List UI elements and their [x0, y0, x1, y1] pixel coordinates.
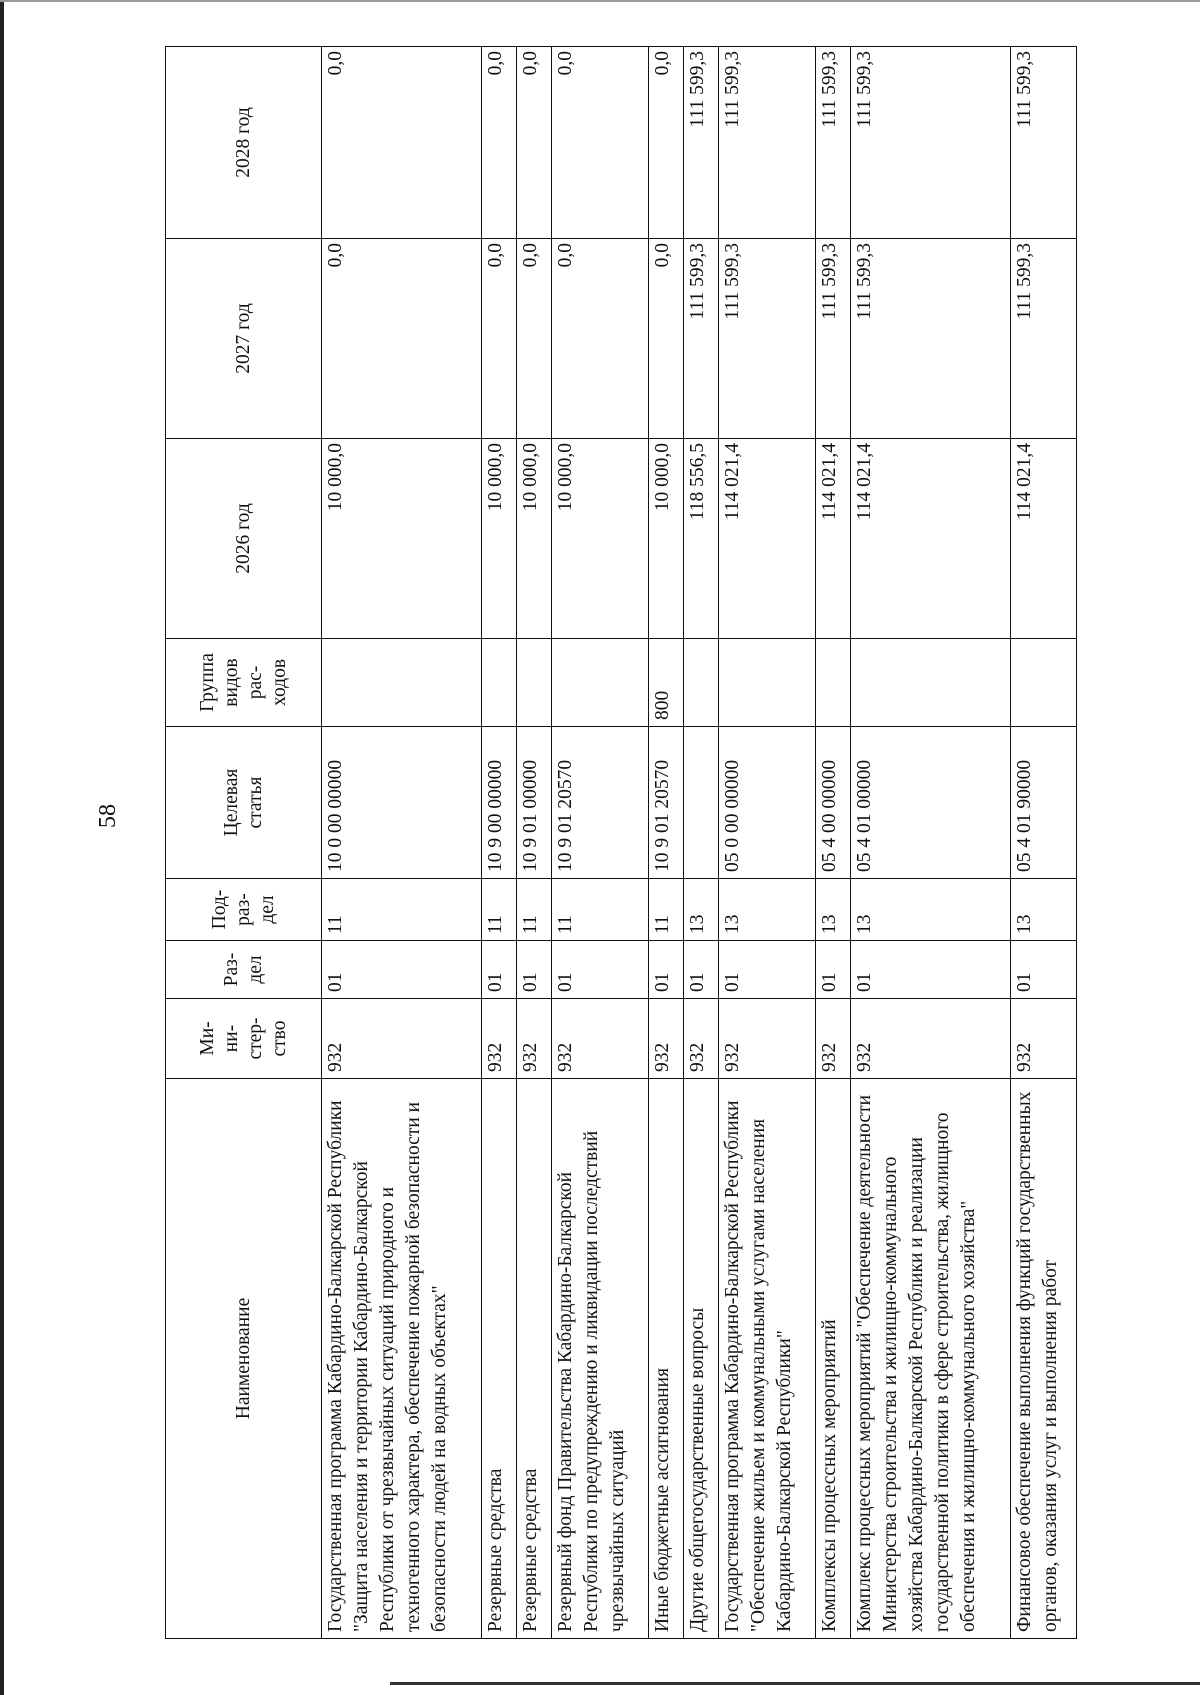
row-name: Резервные средства: [516, 1079, 551, 1639]
row-target: 10 9 01 00000: [516, 727, 551, 879]
row-name: Иные бюджетные ассигнования: [648, 1079, 683, 1639]
header-subsection: Под- раз- дел: [166, 879, 322, 941]
row-subsection: 13: [683, 879, 718, 941]
row-expense-group: [322, 639, 482, 727]
row-subsection: 11: [551, 879, 648, 941]
row-2028: 111 599,3: [1010, 47, 1076, 239]
row-name: Государственная программа Кабардино-Балкарской Республики "Защита населения и территории Кабардино-Балкарской Республики от чрезвычайных ситуаций природного и техногенного характера, обеспечение пожарной безопасности и безопасности людей на водных объектах": [322, 1079, 482, 1639]
scan-edge-top: [0, 0, 1200, 2]
table-row: [850, 47, 1010, 1639]
row-2027: 0,0: [481, 239, 516, 439]
row-2026: 10 000,0: [322, 439, 482, 639]
header-target: Целевая статья: [166, 727, 322, 879]
row-section: 01: [551, 941, 648, 999]
row-expense-group: [516, 639, 551, 727]
row-2028: 0,0: [551, 47, 648, 239]
row-2026: 10 000,0: [481, 439, 516, 639]
row-2027: 0,0: [516, 239, 551, 439]
row-ministry: 932: [816, 999, 851, 1079]
row-subsection: 11: [322, 879, 482, 941]
table-row: [516, 47, 551, 1639]
row-2027: 0,0: [648, 239, 683, 439]
row-ministry: 932: [1010, 999, 1076, 1079]
header-2028: 2028 год: [166, 47, 322, 239]
row-2028: 111 599,3: [816, 47, 851, 239]
table-row: [322, 47, 482, 1639]
row-2027: 111 599,3: [850, 239, 1010, 439]
row-2028: 111 599,3: [850, 47, 1010, 239]
header-2026: 2026 год: [166, 439, 322, 639]
scan-edge: [0, 0, 4, 1695]
row-2026: 114 021,4: [718, 439, 815, 639]
page-number: 58: [95, 804, 121, 828]
row-section: 01: [816, 941, 851, 999]
row-expense-group: [850, 639, 1010, 727]
table-row: [481, 47, 516, 1639]
table-row: [816, 47, 851, 1639]
budget-table-container: [165, 47, 1077, 1639]
row-ministry: 932: [850, 999, 1010, 1079]
row-section: 01: [718, 941, 815, 999]
row-2026: 10 000,0: [551, 439, 648, 639]
row-2027: 0,0: [551, 239, 648, 439]
row-name: Государственная программа Кабардино-Балкарской Республики "Обеспечение жильем и коммунальными услугами населения Кабардино-Балкарской Республики": [718, 1079, 815, 1639]
table-row: [648, 47, 683, 1639]
row-2028: 0,0: [322, 47, 482, 239]
row-expense-group: 800: [648, 639, 683, 727]
row-expense-group: [551, 639, 648, 727]
row-name: Финансовое обеспечение выполнения функций государственных органов, оказания услуг и выполнения работ: [1010, 1079, 1076, 1639]
row-2028: 0,0: [481, 47, 516, 239]
row-subsection: 13: [718, 879, 815, 941]
table-header-row: [166, 47, 322, 1639]
row-2026: 114 021,4: [1010, 439, 1076, 639]
row-expense-group: [683, 639, 718, 727]
row-expense-group: [718, 639, 815, 727]
row-2027: 0,0: [322, 239, 482, 439]
row-ministry: 932: [683, 999, 718, 1079]
row-section: 01: [850, 941, 1010, 999]
row-2026: 10 000,0: [648, 439, 683, 639]
row-subsection: 11: [516, 879, 551, 941]
row-target: 10 9 01 20570: [551, 727, 648, 879]
row-2028: 111 599,3: [683, 47, 718, 239]
row-subsection: 13: [816, 879, 851, 941]
row-2026: 118 556,5: [683, 439, 718, 639]
row-target: 05 4 00 00000: [816, 727, 851, 879]
row-subsection: 11: [648, 879, 683, 941]
budget-table: [165, 46, 1077, 1639]
row-2026: 10 000,0: [516, 439, 551, 639]
row-target: [683, 727, 718, 879]
row-name: Комплекс процессных мероприятий "Обеспечение деятельности Министерства строительства и жилищно-коммунального хозяйства Кабардино-Балкарской Республики и реализации государственной политики в сфере строительства, жилищного обеспечения и жилищно-коммунального хозяйства": [850, 1079, 1010, 1639]
row-ministry: 932: [481, 999, 516, 1079]
row-name: Комплексы процессных мероприятий: [816, 1079, 851, 1639]
row-subsection: 11: [481, 879, 516, 941]
row-name: Резервный фонд Правительства Кабардино-Балкарской Республики по предупреждению и ликвидации последствий чрезвычайных ситуаций: [551, 1079, 648, 1639]
row-target: 10 9 00 00000: [481, 727, 516, 879]
row-section: 01: [322, 941, 482, 999]
row-section: 01: [516, 941, 551, 999]
row-ministry: 932: [718, 999, 815, 1079]
row-2027: 111 599,3: [683, 239, 718, 439]
header-expense-group: Группа видов рас- ходов: [166, 639, 322, 727]
row-expense-group: [816, 639, 851, 727]
row-2026: 114 021,4: [850, 439, 1010, 639]
row-2027: 111 599,3: [816, 239, 851, 439]
row-ministry: 932: [551, 999, 648, 1079]
row-2026: 114 021,4: [816, 439, 851, 639]
row-target: 05 4 01 90000: [1010, 727, 1076, 879]
row-subsection: 13: [850, 879, 1010, 941]
row-subsection: 13: [1010, 879, 1076, 941]
header-section: Раз- дел: [166, 941, 322, 999]
row-2028: 0,0: [516, 47, 551, 239]
row-section: 01: [481, 941, 516, 999]
row-name: Другие общегосударственные вопросы: [683, 1079, 718, 1639]
row-expense-group: [1010, 639, 1076, 727]
row-ministry: 932: [516, 999, 551, 1079]
row-section: 01: [683, 941, 718, 999]
row-2027: 111 599,3: [1010, 239, 1076, 439]
row-2028: 111 599,3: [718, 47, 815, 239]
row-target: 10 9 01 20570: [648, 727, 683, 879]
row-name: Резервные средства: [481, 1079, 516, 1639]
row-target: 05 4 01 00000: [850, 727, 1010, 879]
row-target: 05 0 00 00000: [718, 727, 815, 879]
table-row: [718, 47, 815, 1639]
row-2028: 0,0: [648, 47, 683, 239]
table-row: [683, 47, 718, 1639]
row-2027: 111 599,3: [718, 239, 815, 439]
header-name: Наименование: [166, 1079, 322, 1639]
row-ministry: 932: [322, 999, 482, 1079]
header-2027: 2027 год: [166, 239, 322, 439]
row-section: 01: [1010, 941, 1076, 999]
table-row: [1010, 47, 1076, 1639]
header-ministry: Ми- ни- стер- ство: [166, 999, 322, 1079]
row-ministry: 932: [648, 999, 683, 1079]
row-section: 01: [648, 941, 683, 999]
row-target: 10 0 00 00000: [322, 727, 482, 879]
table-row: [551, 47, 648, 1639]
scan-bottom-rule: [390, 1682, 1200, 1685]
row-expense-group: [481, 639, 516, 727]
